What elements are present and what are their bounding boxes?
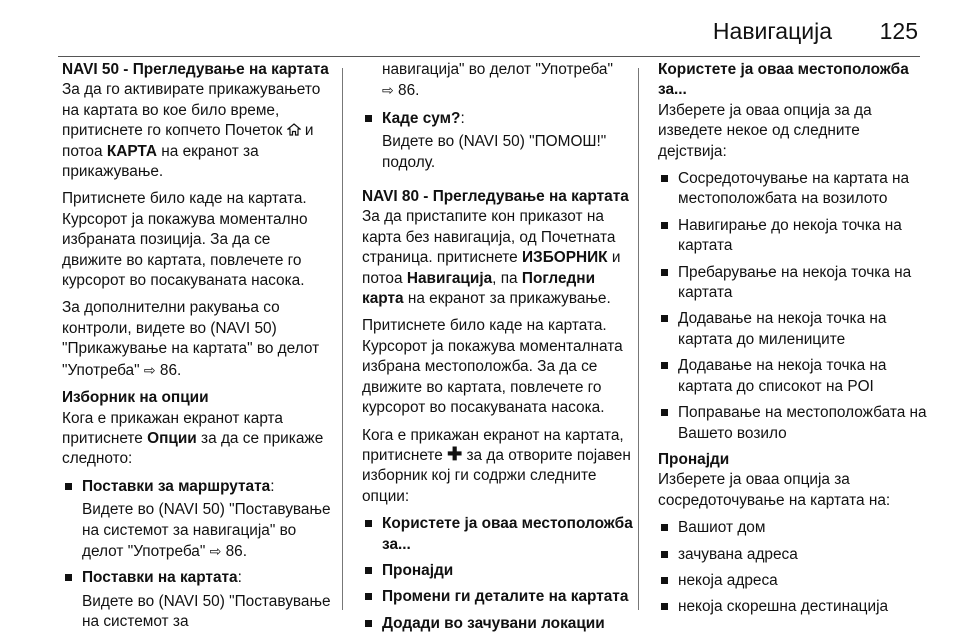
bullet-icon xyxy=(365,567,372,574)
bullet-icon xyxy=(661,362,668,369)
column-divider xyxy=(638,68,639,610)
bullet-icon xyxy=(661,577,668,584)
list-item xyxy=(658,597,930,617)
item-text: некоја адреса xyxy=(678,571,778,589)
paragraph: Притиснете било каде на картата. Курсорот ја покажува моменталната избрана местоположба. За да се движите во картата, повлечете го курсорот во посакуваната насока. xyxy=(362,317,623,417)
list-item xyxy=(658,545,930,565)
options-list xyxy=(62,477,334,633)
header-title: Навигација xyxy=(712,18,832,44)
list-item xyxy=(658,356,930,397)
list-item: Каде сум?: Видете во (NAVI 50) "ПОМОШ!" подолу. xyxy=(362,109,634,173)
section-heading-navi80: NAVI 80 - Прегледување на картата xyxy=(362,188,629,206)
item-text: Пребарување на некоја точка на картата xyxy=(678,263,912,302)
paragraph xyxy=(62,409,334,470)
item-description: Видете во (NAVI 50) "Поставување на системот за xyxy=(82,592,331,631)
column-divider xyxy=(342,68,343,610)
list-item xyxy=(658,169,930,210)
bullet-icon xyxy=(65,574,72,581)
column-3 xyxy=(658,60,930,624)
cross-reference-icon: ⇨ xyxy=(382,82,394,99)
text: За дополнителни ракувања со контроли, видете во (NAVI 50) "Прикажување на картата" во делот "Употреба" xyxy=(62,299,320,379)
item-title: Поставки за маршрутата xyxy=(82,477,271,495)
item-text: некоја скорешна дестинација xyxy=(678,598,889,616)
text: навигација" во делот "Употреба" xyxy=(382,61,613,78)
bullet-icon xyxy=(365,620,372,627)
list-item: Поставки на картата: Видете во (NAVI 50) "Поставување на системот за xyxy=(62,568,334,632)
actions-list xyxy=(658,169,930,444)
cross-reference-icon: ⇨ xyxy=(209,542,222,559)
section-heading-find: Пронајди xyxy=(658,450,730,468)
bullet-icon xyxy=(661,603,668,610)
text: за да се прикаже следното: xyxy=(62,429,324,468)
item-title: Поставки на картата xyxy=(82,569,238,587)
text: и потоа xyxy=(362,249,621,287)
item-title: Каде сум? xyxy=(382,109,461,127)
item-text: Поправање на местоположбата на Вашето возило xyxy=(678,404,927,442)
popup-options-list xyxy=(362,514,634,634)
option-label: Промени ги деталите на картата xyxy=(382,588,629,606)
section-heading-use-location: Користете ја оваа местоположба за... xyxy=(658,61,909,99)
bullet-icon xyxy=(661,409,668,416)
page-header xyxy=(0,0,960,60)
bold-term: ИЗБОРНИК xyxy=(521,249,608,267)
item-text: Вашиот дом xyxy=(678,519,766,537)
item-description: Видете во (NAVI 50) "ПОМОШ!" подолу. xyxy=(382,133,607,171)
continued-text xyxy=(362,60,634,102)
item-text: Додавање на некоја точка на картата до списокот на POI xyxy=(678,357,887,395)
list-item xyxy=(658,309,930,350)
text: и потоа xyxy=(62,122,314,160)
option-label: Пронајди xyxy=(382,561,454,579)
list-item xyxy=(658,403,930,444)
where-am-i-list xyxy=(362,109,634,173)
text: Видете во (NAVI 50) "Поставување на системот за навигација" во делот "Употреба" xyxy=(82,501,331,560)
text: за да отворите појавен изборник кој ги содржи следните опции: xyxy=(362,446,631,505)
bullet-icon xyxy=(365,520,372,527)
text: Кога е прикажан екранот карта притиснете xyxy=(62,409,283,447)
page-number: 125 xyxy=(879,18,918,44)
cross-reference-page: 86. xyxy=(159,361,182,379)
paragraph xyxy=(62,80,334,182)
section-heading-navi50: NAVI 50 - Прегледување на картата xyxy=(62,61,329,78)
cross-reference-page: 86. xyxy=(225,542,248,560)
list-item xyxy=(362,514,634,555)
option-label: Користете ја оваа местоположба за... xyxy=(382,515,633,553)
paragraph: Изберете ја оваа опција за да изведете некое од следните дејствија: xyxy=(658,101,872,160)
column-2 xyxy=(362,60,634,640)
paragraph: Притиснете било каде на картата. Курсорот ја покажува моментално избраната позиција. За да се движите во картата, повлечете го курсорот во посакуваната насока. xyxy=(62,190,308,290)
item-text: зачувана адреса xyxy=(678,545,798,563)
text: , па xyxy=(492,269,518,287)
bold-term: Навигација xyxy=(406,269,493,287)
paragraph xyxy=(62,298,334,381)
bullet-icon xyxy=(365,115,372,122)
paragraph xyxy=(362,426,634,508)
paragraph xyxy=(362,207,634,309)
center-map-list xyxy=(658,518,930,618)
list-item xyxy=(362,561,634,581)
item-text: Навигирање до некоја точка на картата xyxy=(678,216,902,255)
list-item xyxy=(362,587,634,607)
cross-reference-page: 86. xyxy=(398,82,420,100)
bullet-icon xyxy=(661,315,668,322)
bold-term: КАРТА xyxy=(106,142,157,160)
bullet-icon xyxy=(661,175,668,182)
list-item: Поставки за маршрутата: Видете во (NAVI 50) "Поставување на системот за навигација" во делот "Употреба" ⇨ 86. xyxy=(62,477,334,563)
home-icon xyxy=(287,123,301,136)
header-rule xyxy=(58,56,920,57)
text: на екранот за прикажување. xyxy=(407,290,611,308)
item-text: Сосредоточување на картата на местоположбата на возилото xyxy=(678,170,910,208)
text: Кога е прикажан екранот на картата, притиснете xyxy=(362,426,624,464)
list-item xyxy=(362,614,634,634)
text: на екранот за прикажување. xyxy=(62,142,259,181)
bold-term: Опции xyxy=(147,429,197,447)
option-label: Додади во зачувани локации xyxy=(382,614,605,632)
bullet-icon xyxy=(661,551,668,558)
cross-reference-icon: ⇨ xyxy=(143,361,156,378)
list-item xyxy=(658,571,930,591)
text: За да пристапите кон приказот на карта без навигација, од Почетната страница. притиснете xyxy=(362,208,616,267)
bullet-icon xyxy=(65,483,72,490)
list-item xyxy=(658,216,930,257)
plus-icon: ✚ xyxy=(447,443,463,464)
bullet-icon xyxy=(661,222,668,229)
list-item xyxy=(658,518,930,538)
item-description xyxy=(82,500,334,562)
text: За да го активирате прикажувањето на картата во кое било време, притиснете го копчето Почеток xyxy=(62,81,321,140)
item-text: Додавање на некоја точка на картата до милениците xyxy=(678,310,887,348)
list-item xyxy=(658,263,930,304)
section-heading-options: Изборник на опции xyxy=(62,389,209,407)
bold-term: Погледни карта xyxy=(362,269,596,308)
bullet-icon xyxy=(365,593,372,600)
bullet-icon xyxy=(661,524,668,531)
column-1 xyxy=(62,60,334,639)
paragraph: Изберете ја оваа опција за сосредоточување на картата на: xyxy=(658,471,891,509)
bullet-icon xyxy=(661,269,668,276)
